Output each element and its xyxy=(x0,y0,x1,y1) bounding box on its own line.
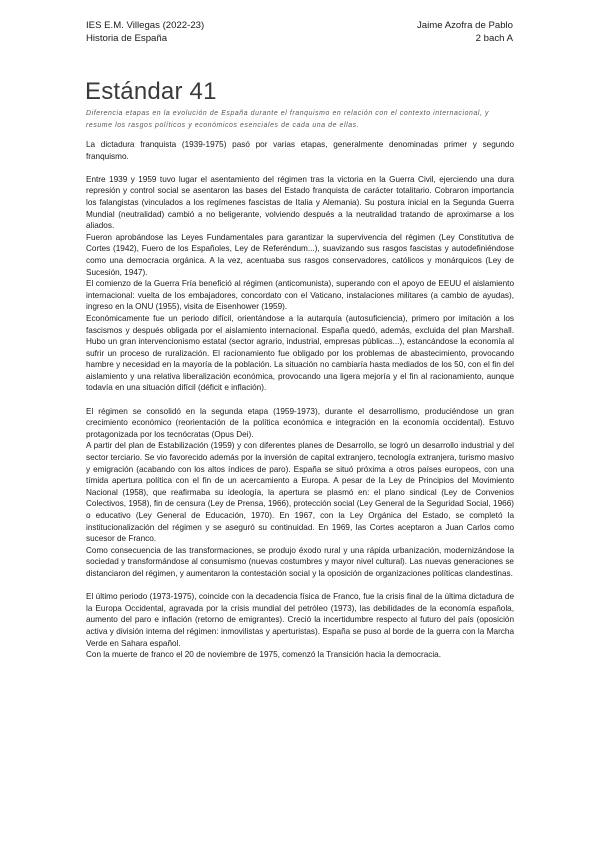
header-left xyxy=(86,20,204,45)
paragraph-spacer xyxy=(86,162,514,174)
page-subtitle: Diferencia etapas en la evolución de España durante el franquismo en relación con el contexto internacional, y resume los rasgos políticos y económicos esenciales de cada una de ellas. xyxy=(86,110,490,129)
header-right xyxy=(417,20,513,45)
page-title: Estándar 41 xyxy=(85,78,217,105)
author-label: Jaime Azofra de Pablo xyxy=(417,20,513,31)
body-paragraph: Fueron aprobándose las Leyes Fundamentales para garantizar la supervivencia del régimen (Ley Constitutiva de Cortes (1942), Fuero de los Españoles, Ley de Referéndum...), suavizando sus rasgos fascistas y autodefiniéndose como una democracia orgánica. A la vez, acentuaba sus rasgos conservadores, católicos y monárquicos (Ley de Sucesión, 1947). xyxy=(86,232,514,277)
body-paragraph: La dictadura franquista (1939-1975) pasó por varias etapas, generalmente denominadas primer y segundo franquismo. xyxy=(86,140,514,161)
subject-label: Historia de España xyxy=(86,32,168,44)
paragraph-spacer xyxy=(86,394,514,406)
body-paragraph: Entre 1939 y 1959 tuvo lugar el asentamiento del régimen tras la victoria en la Guerra Civil, ejerciendo una dura represión y control social se asentaron las bases del Estado franquista de carácter totalitario. Cobraron importancia los falangistas (vinculados a los regímenes fascistas de Italia y Alemania). Su postura inicial en la Segunda Guerra Mundial (neutralidad) cambió a no beligerante, volviendo después a la neutralidad tratando de aproximarse a los aliados. xyxy=(86,174,514,231)
course-label: 2 bach A xyxy=(475,32,513,44)
school-label: IES E.M. Villegas (2022-23) xyxy=(86,20,205,31)
paragraph-spacer xyxy=(86,580,514,592)
body-paragraph: Económicamente fue un periodo difícil, orientándose a la autarquía (autosuficiencia), primero por imitación a los fascismos y después obligada por el aislamiento internacional. España quedó, además, excluida del plan Marshall. Hubo un gran intervencionismo estatal (sector agrario, industrial, empresas públicas...), estancándose la economía al sufrir un proceso de ruralización. El racionamiento fue obligado por los problemas de abastecimiento, provocando hambre y necesidad en la mayoría de la población. La situación no cambiaría hasta mediados de los 50, con el fin del aislamiento y una relativa liberalización económica, provocando una ligera mejoría y el fin al racionamiento, aunque todavía en una situación difícil (déficit e inflación). xyxy=(86,313,514,393)
body-paragraph: Como consecuencia de las transformaciones, se produjo éxodo rural y una rápida urbanización, modernizándose la sociedad y transformándose al consumismo (nuevas costumbres y mayor nivel cultural). Las nuevas generaciones se distanciaron del régimen, y aumentaron la contestación social y la oposición de organizaciones políticas clandestinas. xyxy=(86,545,514,578)
body-paragraph: El régimen se consolidó en la segunda etapa (1959-1973), durante el desarrollismo, produciéndose un gran crecimiento económico (reorientación de la política económica e integración en la economía occidental). Estuvo protagonizada por los tecnócratas (Opus Dei). xyxy=(86,406,514,439)
body-paragraph: Con la muerte de franco el 20 de noviembre de 1975, comenzó la Transición hacia la democracia. xyxy=(86,650,441,660)
body-paragraph: El último periodo (1973-1975), coincide con la decadencia física de Franco, fue la crisis final de la última dictadura de la Europa Occidental, agravada por la crisis mundial del petróleo (1973), las debilidades de la economía española, aumento del paro e inflación (retorno de emigrantes). Creció la incertidumbre respecto al futuro del país (oposición activa y división interna del régimen: inmovilistas y aperturistas). España se puso al borde de la guerra con la Marcha Verde en Sahara español. xyxy=(86,592,514,648)
body-paragraph: A partir del plan de Estabilización (1959) y con diferentes planes de Desarrollo, se logró un desarrollo industrial y del sector terciario. Se vio favorecido además por la inversión de capital extranjero, tecnología extranjera, turismo masivo y emigración (acabando con los altos índices de paro). España se situó próxima a otros países europeos, con una tímida apertura política con el fin de un acercamiento a Europa. A pesar de la Ley de Principios del Movimiento Nacional (1958), que reafirmaba su ideología, la apertura se plasmó en: el plano sindical (Ley de Convenios Colectivos, 1958), fin de censura (Ley de Prensa, 1966), protección social (Ley General de la Seguridad Social, 1966) o educativo (Ley General de Educación, 1970). En 1967, con la Ley Orgánica del Estado, se completó la institucionalización del régimen y se aseguró su continuidad. En 1969, las Cortes aceptaron a Juan Carlos como sucesor de Franco. xyxy=(86,441,514,544)
body-paragraph: El comienzo de la Guerra Fría benefició al régimen (anticomunista), superando con el apoyo de EEUU el aislamiento internacional: vuelta de los embajadores, concordato con el Vaticano, instalaciones militares (a cambio de ayudas), ingreso en la ONU (1955), visita de Eisenhower (1959). xyxy=(86,279,514,312)
document-body xyxy=(86,139,514,661)
